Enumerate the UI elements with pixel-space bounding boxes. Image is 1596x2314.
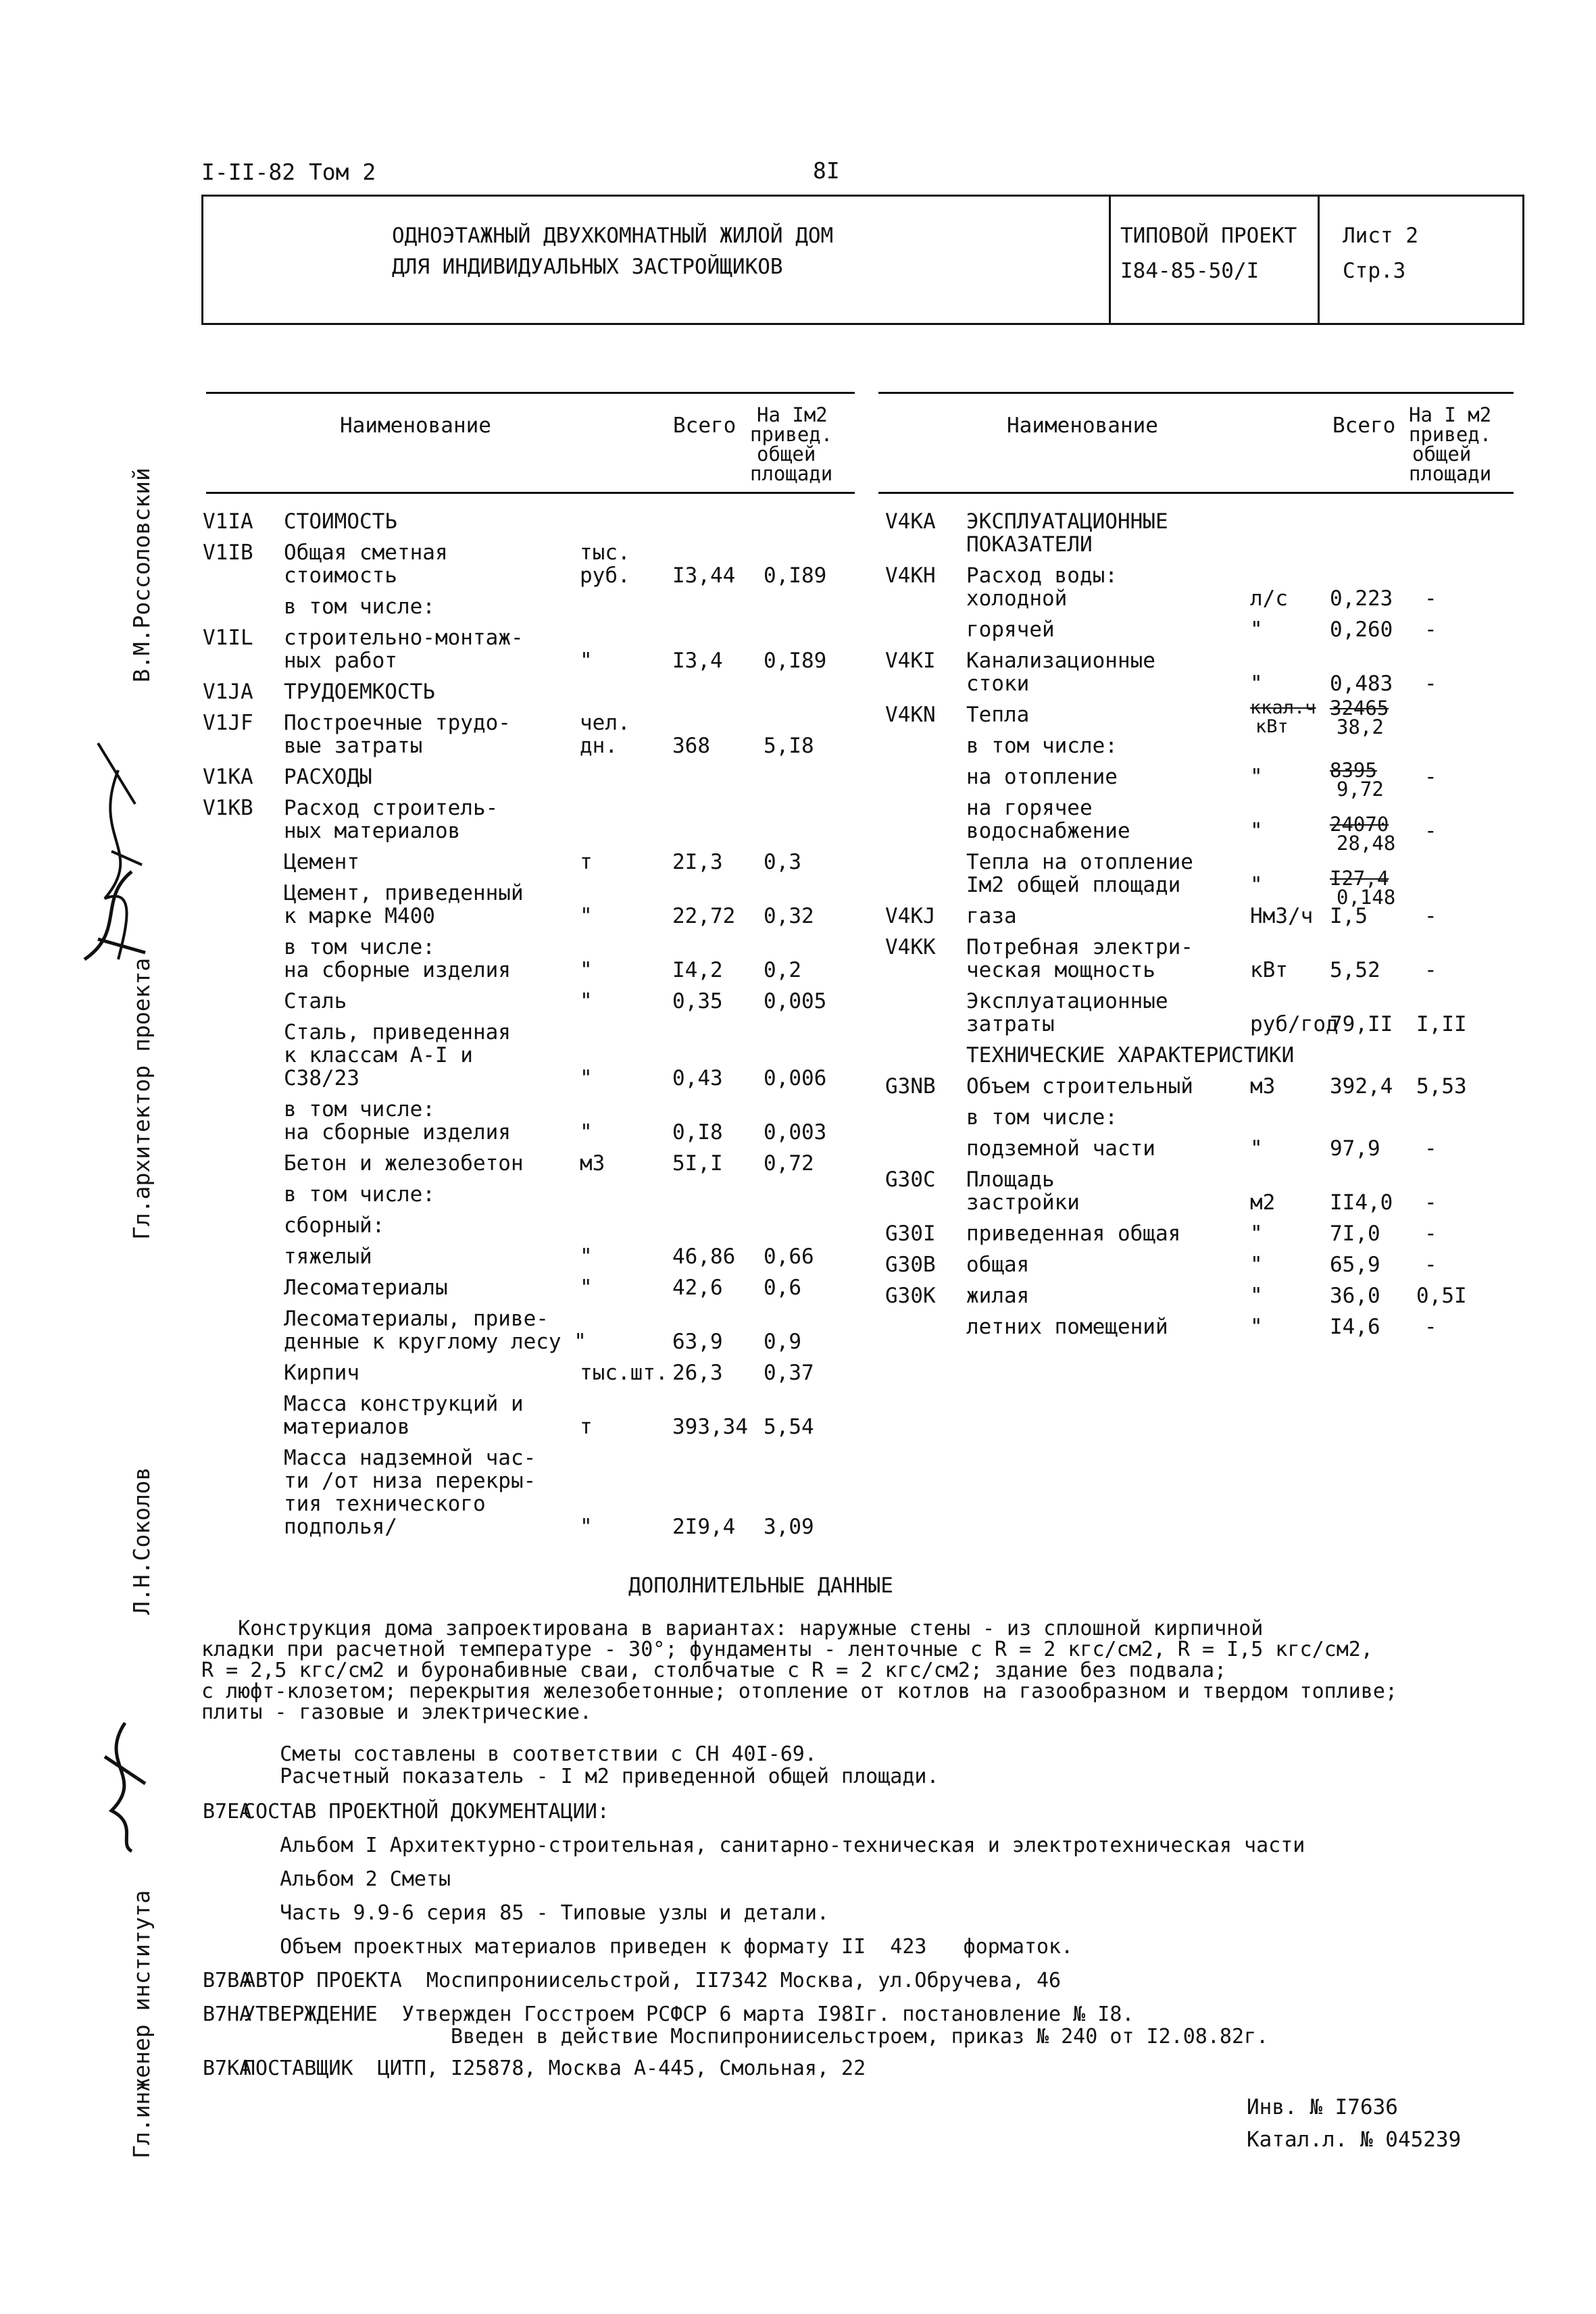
row-label: Эксплуатационные	[966, 989, 1168, 1013]
row-code: V4KH	[885, 563, 936, 588]
row-total-corrected: 0,148	[1337, 886, 1396, 909]
row-label: материалов	[284, 1415, 410, 1439]
row-label: общая	[966, 1253, 1030, 1277]
row-label: денные к круглому лесу "	[284, 1330, 587, 1354]
row-unit: "	[580, 1066, 593, 1090]
row-per-m2: 0,003	[764, 1120, 827, 1145]
row-label: Тепла	[966, 703, 1030, 727]
side-name-rossolovsky: В.М.Россоловский	[128, 468, 155, 682]
estimate-line: Расчетный показатель - I м2 приведенной общей площади.	[243, 1765, 939, 1788]
row-label: Построечные трудо-	[284, 711, 511, 735]
row-label: летних помещений	[966, 1315, 1168, 1339]
row-total: 2I,3	[672, 850, 723, 874]
row-unit: "	[1250, 672, 1263, 696]
doc-text: СОСТАВ ПРОЕКТНОЙ ДОКУМЕНТАЦИИ:	[243, 1800, 609, 1823]
row-label: в том числе:	[966, 1105, 1118, 1130]
row-label: затраты	[966, 1012, 1055, 1036]
row-total: 46,86	[672, 1244, 736, 1269]
row-total: 5I,I	[672, 1151, 723, 1176]
row-label: С38/23	[284, 1066, 359, 1090]
row-per-m2: I,II	[1416, 1012, 1467, 1036]
row-label: горячей	[966, 618, 1055, 642]
inventory-number: Инв. № I7636	[1247, 2095, 1398, 2119]
row-label: Масса конструкций и	[284, 1392, 524, 1416]
row-total-corrected: 28,48	[1337, 832, 1396, 855]
row-label: в том числе:	[966, 734, 1118, 758]
row-label: ных работ	[284, 649, 397, 673]
row-total: 0,260	[1330, 618, 1393, 642]
signature-2	[84, 1709, 159, 1858]
project-type-label: ТИПОВОЙ ПРОЕКТ	[1120, 224, 1297, 248]
row-unit: "	[1250, 1136, 1263, 1161]
paragraph-line: с люфт-клозетом; перекрытия железобетонные; отопление от котлов на газообразном и твердом топливе;	[201, 1680, 1398, 1703]
row-label: Масса надземной час-	[284, 1446, 537, 1470]
row-total: I,5	[1330, 904, 1368, 928]
row-label: в том числе:	[284, 1182, 435, 1207]
paragraph-line: R = 2,5 кгс/см2 и буронабивные сваи, столбчатые с R = 2 кгс/см2; здание без подвала;	[201, 1659, 1227, 1682]
row-label: подземной части	[966, 1136, 1155, 1161]
header-per-m2-right-3: общей	[1412, 443, 1472, 466]
side-role-chief-architect: Гл.архитектор проекта	[128, 957, 155, 1240]
row-per-m2: 0,3	[764, 850, 801, 874]
project-name-line1: ОДНОЭТАЖНЫЙ ДВУХКОМНАТНЫЙ ЖИЛОЙ ДОМ	[392, 224, 834, 248]
row-unit: "	[1250, 873, 1263, 897]
row-label: СТОИМОСТЬ	[284, 509, 397, 534]
row-label: Лесоматериалы, приве-	[284, 1307, 549, 1331]
row-label: стоки	[966, 672, 1030, 696]
row-label: Площадь	[966, 1167, 1055, 1192]
header-per-m2-left-2: привед.	[750, 423, 833, 446]
row-unit: "	[580, 1276, 593, 1300]
row-label: на сборные изделия	[284, 1120, 511, 1145]
row-code: V1IL	[203, 626, 253, 650]
row-per-m2: -	[1424, 819, 1437, 843]
row-per-m2: 0,006	[764, 1066, 827, 1090]
row-per-m2: -	[1424, 1315, 1437, 1339]
row-label: приведенная общая	[966, 1222, 1181, 1246]
row-total: 0,I8	[672, 1120, 723, 1145]
row-label: Бетон и железобетон	[284, 1151, 524, 1176]
row-total: 393,34	[672, 1415, 748, 1439]
row-label: сборный:	[284, 1213, 385, 1238]
row-label: Кирпич	[284, 1361, 359, 1385]
row-label: водоснабжение	[966, 819, 1130, 843]
row-unit: дн.	[580, 734, 618, 758]
doc-text: Альбом I Архитектурно-строительная, санитарно-техническая и электротехническая части	[243, 1834, 1305, 1857]
row-label: газа	[966, 904, 1017, 928]
signature-1-stroke	[71, 858, 159, 973]
row-label: в том числе:	[284, 1097, 435, 1122]
row-label: застройки	[966, 1190, 1080, 1215]
row-unit: Нм3/ч	[1250, 904, 1314, 928]
row-label: к марке М400	[284, 904, 435, 928]
row-code: V4KN	[885, 703, 936, 727]
header-total-right: Всего	[1332, 413, 1396, 438]
row-label: тяжелый	[284, 1244, 372, 1269]
row-unit: "	[580, 1244, 593, 1269]
row-per-m2: -	[1424, 904, 1437, 928]
doc-text: Объем проектных материалов приведен к формату II 423 форматок.	[243, 1935, 1074, 1959]
catalog-number: Катал.л. № 045239	[1247, 2128, 1462, 2152]
row-per-m2: 3,09	[764, 1515, 814, 1539]
row-total: 392,4	[1330, 1074, 1393, 1099]
row-unit: "	[1250, 618, 1263, 642]
project-code: I84-85-50/I	[1120, 259, 1260, 283]
row-code: V4KA	[885, 509, 936, 534]
row-per-m2: 5,53	[1416, 1074, 1467, 1099]
row-per-m2: 0,I89	[764, 649, 827, 673]
row-per-m2: -	[1424, 1222, 1437, 1246]
row-per-m2: 0,37	[764, 1361, 814, 1385]
row-per-m2: -	[1424, 586, 1437, 611]
row-label: на сборные изделия	[284, 958, 511, 982]
row-per-m2: -	[1424, 1253, 1437, 1277]
row-total: 0,43	[672, 1066, 723, 1090]
row-total: 5,52	[1330, 958, 1380, 982]
row-code: G30C	[885, 1167, 936, 1192]
row-label: ти /от низа перекры-	[284, 1469, 537, 1493]
row-total: 97,9	[1330, 1136, 1380, 1161]
row-unit: кВт	[1250, 958, 1288, 982]
row-code: V1IB	[203, 540, 253, 565]
page-number: 8I	[813, 157, 840, 184]
row-total-struck: 32465	[1330, 697, 1389, 720]
header-total-left: Всего	[673, 413, 737, 438]
row-code: V4KK	[885, 935, 936, 959]
row-label: Потребная электри-	[966, 935, 1193, 959]
additional-heading: ДОПОЛНИТЕЛЬНЫЕ ДАННЫЕ	[628, 1574, 893, 1598]
row-label: стоимость	[284, 563, 397, 588]
row-unit: "	[580, 989, 593, 1013]
row-total: 36,0	[1330, 1284, 1380, 1308]
row-unit: "	[1250, 1222, 1263, 1246]
paragraph-line: кладки при расчетной температуре - 30°; фундаменты - ленточные с R = 2 кгс/см2, R = I,5 кгс/см2,	[201, 1638, 1373, 1661]
row-per-m2: -	[1424, 618, 1437, 642]
row-label: Расход строитель-	[284, 796, 499, 820]
row-unit: "	[1250, 819, 1263, 843]
row-label: в том числе:	[284, 595, 435, 619]
doc-code: B7KA	[203, 2057, 252, 2080]
row-code: G30B	[885, 1253, 936, 1277]
row-code: G30K	[885, 1284, 936, 1308]
page-ref: Стр.3	[1343, 259, 1406, 283]
row-code: G30I	[885, 1222, 936, 1246]
doc-text: Часть 9.9-6 серия 85 - Типовые узлы и детали.	[243, 1901, 829, 1925]
row-total: 0,223	[1330, 586, 1393, 611]
row-total: 0,483	[1330, 672, 1393, 696]
row-unit: "	[580, 1120, 593, 1145]
row-label: Лесоматериалы	[284, 1276, 448, 1300]
row-code: V1KB	[203, 796, 253, 820]
doc-text: УТВЕРЖДЕНИЕ Утвержден Госстроем РСФСР 6 марта I98Iг. постановление № I8.	[243, 2003, 1134, 2026]
row-total: 65,9	[1330, 1253, 1380, 1277]
row-unit: "	[580, 958, 593, 982]
row-label: подполья/	[284, 1515, 397, 1539]
row-label: на отопление	[966, 765, 1118, 789]
header-per-m2-right-4: площади	[1409, 462, 1492, 485]
row-label: ЭКСПЛУАТАЦИОННЫЕ	[966, 509, 1168, 534]
row-code: V1JF	[203, 711, 253, 735]
row-total: I3,44	[672, 563, 736, 588]
header-per-m2-left-1: На Iм2	[757, 403, 828, 426]
row-label: на горячее	[966, 796, 1093, 820]
row-label: Расход воды:	[966, 563, 1118, 588]
header-name-left: Наименование	[340, 413, 491, 438]
row-total-struck: 24070	[1330, 813, 1389, 836]
row-label: строительно-монтаж-	[284, 626, 524, 650]
row-label: Канализационные	[966, 649, 1155, 673]
row-label: Цемент	[284, 850, 359, 874]
row-unit: тыс.шт.	[580, 1361, 668, 1385]
row-label: Общая сметная	[284, 540, 448, 565]
series-label: I-II-82 Том 2	[201, 159, 376, 185]
header-per-m2-left-4: площади	[750, 462, 833, 485]
row-per-m2: 0,66	[764, 1244, 814, 1269]
side-role-chief-engineer: Гл.инженер института	[128, 1890, 155, 2159]
row-total: I4,6	[1330, 1315, 1380, 1339]
row-unit: ккал.ч	[1250, 697, 1316, 718]
row-label: жилая	[966, 1284, 1030, 1308]
row-total: 0,35	[672, 989, 723, 1013]
row-label: Цемент, приведенный	[284, 881, 524, 905]
row-per-m2: 0,32	[764, 904, 814, 928]
row-per-m2: 5,I8	[764, 734, 814, 758]
row-per-m2: 0,6	[764, 1276, 801, 1300]
row-code: V1IA	[203, 509, 253, 534]
header-per-m2-right-1: На I м2	[1409, 403, 1492, 426]
row-unit: л/с	[1250, 586, 1288, 611]
row-unit: "	[580, 1515, 593, 1539]
row-unit: "	[1250, 1253, 1263, 1277]
doc-text: Введен в действие Моспипрониисельстроем, приказ № 240 от I2.08.82г.	[243, 2025, 1269, 2048]
paragraph-line: плиты - газовые и электрические.	[201, 1701, 592, 1724]
row-per-m2: -	[1424, 1136, 1437, 1161]
row-unit: руб.	[580, 563, 630, 588]
doc-code: B7BA	[203, 1969, 252, 1992]
row-unit: т	[580, 1415, 593, 1439]
row-unit: "	[1250, 765, 1263, 789]
row-unit: чел.	[580, 711, 630, 735]
doc-code: B7HA	[203, 2003, 252, 2026]
estimate-line: Сметы составлены в соответствии с СН 40I-69.	[243, 1742, 817, 1766]
row-per-m2: -	[1424, 672, 1437, 696]
row-total-corrected: 9,72	[1337, 778, 1384, 801]
row-total: 42,6	[672, 1276, 723, 1300]
row-total: 79,II	[1330, 1012, 1393, 1036]
row-total: 2I9,4	[672, 1515, 736, 1539]
row-unit: "	[580, 649, 593, 673]
row-label: ПОКАЗАТЕЛИ	[966, 532, 1093, 557]
row-code: V4KI	[885, 649, 936, 673]
row-unit: "	[580, 904, 593, 928]
side-name-sokolov: Л.Н.Соколов	[128, 1467, 155, 1615]
doc-code: B7EA	[203, 1800, 252, 1823]
row-unit: "	[1250, 1315, 1263, 1339]
doc-text: АВТОР ПРОЕКТА Моспипрониисельстрой, II7342 Москва, ул.Обручева, 46	[243, 1969, 1062, 1992]
row-unit: т	[580, 850, 593, 874]
row-total: I4,2	[672, 958, 723, 982]
row-unit: м3	[1250, 1074, 1276, 1099]
row-code: V1KA	[203, 765, 253, 789]
row-label: Iм2 общей площади	[966, 873, 1181, 897]
row-total: 63,9	[672, 1330, 723, 1354]
row-per-m2: 0,72	[764, 1151, 814, 1176]
row-per-m2: -	[1424, 1190, 1437, 1215]
header-per-m2-right-2: привед.	[1409, 423, 1492, 446]
row-per-m2: -	[1424, 958, 1437, 982]
row-total: 368	[672, 734, 710, 758]
header-per-m2-left-3: общей	[757, 443, 816, 466]
row-per-m2: 0,5I	[1416, 1284, 1467, 1308]
row-label: РАСХОДЫ	[284, 765, 372, 789]
project-name-line2: ДЛЯ ИНДИВИДУАЛЬНЫХ ЗАСТРОЙЩИКОВ	[392, 255, 783, 279]
row-label: ТЕХНИЧЕСКИЕ ХАРАКТЕРИСТИКИ	[966, 1043, 1295, 1067]
row-label: Объем строительный	[966, 1074, 1193, 1099]
row-per-m2: -	[1424, 765, 1437, 789]
row-unit: руб/год	[1250, 1012, 1339, 1036]
row-label: вые затраты	[284, 734, 423, 758]
row-total: II4,0	[1330, 1190, 1393, 1215]
row-total: 26,3	[672, 1361, 723, 1385]
doc-text: ПОСТАВЩИК ЦИТП, I25878, Москва А-445, Смольная, 22	[243, 2057, 866, 2080]
row-per-m2: 5,54	[764, 1415, 814, 1439]
row-code: V4KJ	[885, 904, 936, 928]
row-total-corrected: 38,2	[1337, 715, 1384, 738]
row-per-m2: 0,005	[764, 989, 827, 1013]
row-per-m2: 0,9	[764, 1330, 801, 1354]
row-code: G3NB	[885, 1074, 936, 1099]
row-label: Тепла на отопление	[966, 850, 1193, 874]
paragraph-line: Конструкция дома запроектирована в вариантах: наружные стены - из сплошной кирпичной	[201, 1617, 1264, 1640]
row-total-struck: 8395	[1330, 759, 1377, 782]
row-code: V1JA	[203, 680, 253, 704]
row-label: ческая мощность	[966, 958, 1155, 982]
row-label: Сталь, приведенная	[284, 1020, 511, 1045]
row-unit: тыс.	[580, 540, 630, 565]
row-label: ных материалов	[284, 819, 461, 843]
row-per-m2: 0,I89	[764, 563, 827, 588]
header-name-right: Наименование	[1007, 413, 1158, 438]
row-unit: м2	[1250, 1190, 1276, 1215]
row-unit-corrected: кВт	[1255, 716, 1289, 737]
doc-text: Альбом 2 Сметы	[243, 1867, 451, 1891]
row-label: Сталь	[284, 989, 347, 1013]
row-per-m2: 0,2	[764, 958, 801, 982]
row-unit: м3	[580, 1151, 605, 1176]
row-label: ТРУДОЕМКОСТЬ	[284, 680, 435, 704]
row-label: тия технического	[284, 1492, 486, 1516]
sheet-number: Лист 2	[1343, 224, 1418, 248]
row-total: 22,72	[672, 904, 736, 928]
row-label: холодной	[966, 586, 1068, 611]
row-label: в том числе:	[284, 935, 435, 959]
row-total-struck: I27,4	[1330, 867, 1389, 890]
row-unit: "	[1250, 1284, 1263, 1308]
row-total: I3,4	[672, 649, 723, 673]
row-total: 7I,0	[1330, 1222, 1380, 1246]
row-label: к классам А-I и	[284, 1043, 473, 1067]
